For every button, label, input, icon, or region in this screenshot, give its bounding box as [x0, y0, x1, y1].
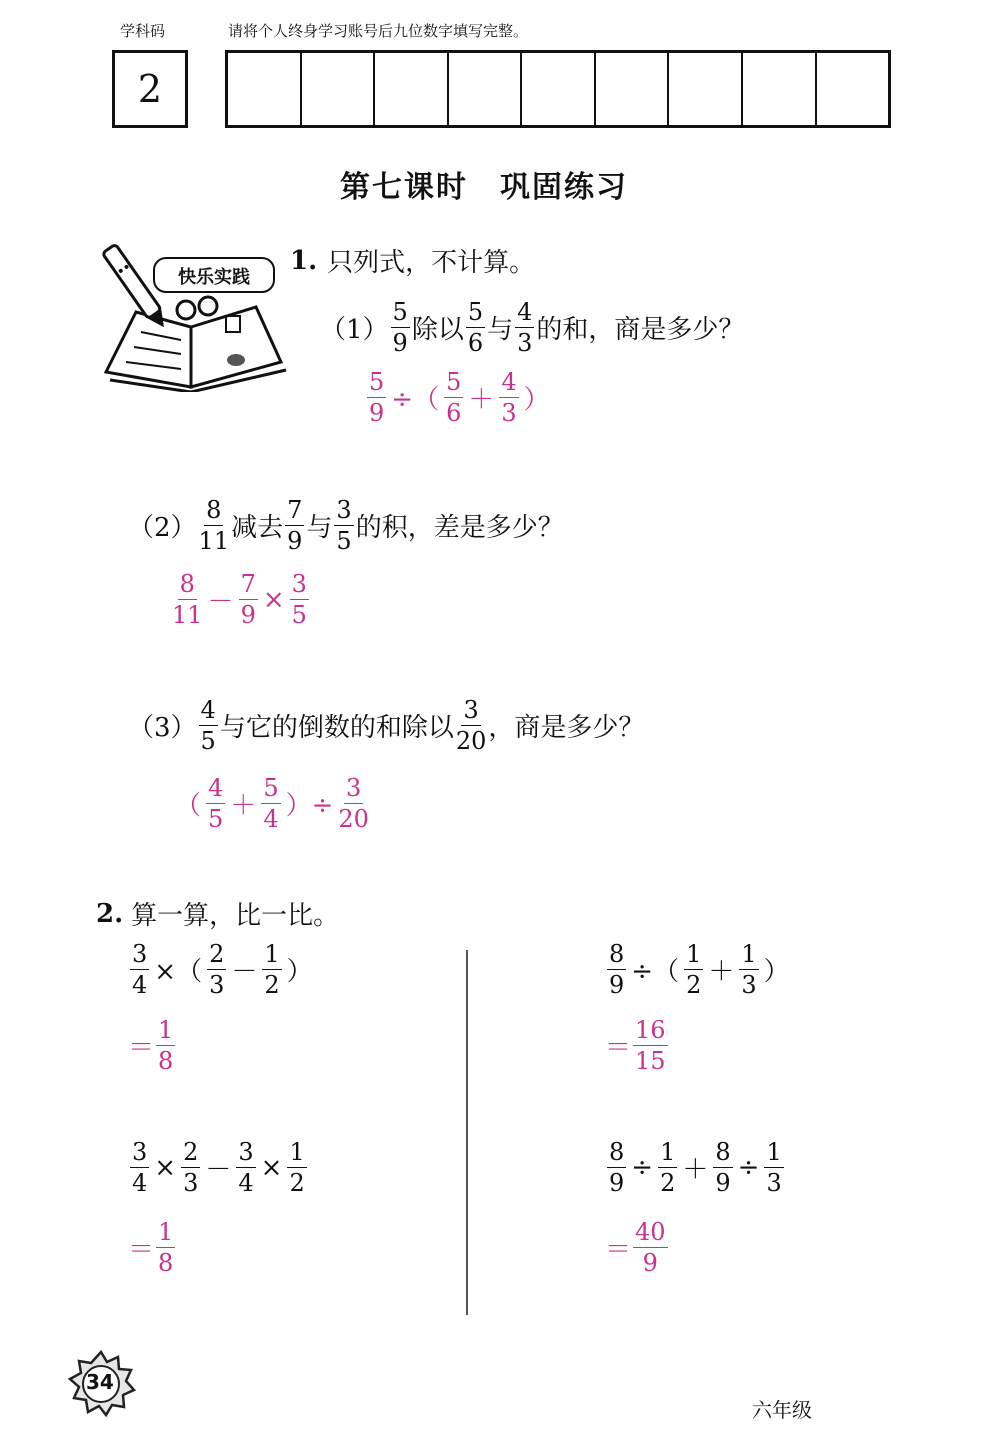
fraction: [236, 1140, 255, 1195]
q-text: 的积，差是多少？: [355, 513, 564, 543]
denominator: 3: [183, 1169, 199, 1197]
numerator: 8: [206, 496, 222, 524]
digit-cell[interactable]: [669, 53, 743, 125]
denominator: 5: [200, 727, 216, 755]
numerator: 3: [346, 774, 362, 802]
subject-code-value: 2: [137, 67, 163, 111]
denominator: 4: [263, 805, 279, 833]
fraction: [290, 572, 309, 627]
denominator: 9: [369, 399, 385, 427]
q2-right-top-expr: [605, 942, 793, 997]
operator: ×: [260, 1152, 283, 1183]
page-number-badge: [66, 1348, 136, 1418]
numerator: 8: [179, 570, 195, 598]
column-divider: [466, 950, 468, 1315]
numerator: 3: [463, 696, 479, 724]
denominator: 6: [446, 399, 462, 427]
digit-cell[interactable]: [743, 53, 817, 125]
denominator: 20: [455, 727, 487, 755]
numerator: 5: [446, 368, 462, 396]
denominator: 2: [660, 1169, 676, 1197]
q2-right-top-result: [605, 1018, 670, 1073]
operator: －: [231, 957, 258, 987]
digit-cell[interactable]: [302, 53, 376, 125]
numerator: 1: [766, 1138, 782, 1166]
denominator: 4: [238, 1169, 254, 1197]
fraction: [367, 370, 386, 425]
numerator: 1: [289, 1138, 305, 1166]
fraction: [499, 370, 518, 425]
q2-text: 算一算，比一比。: [131, 901, 340, 931]
denominator: 9: [287, 527, 303, 555]
badge-label: 快乐实践: [178, 267, 250, 288]
fraction: [658, 1140, 677, 1195]
denominator: 9: [392, 329, 408, 357]
denominator: 5: [291, 601, 307, 629]
subject-code-label: 学科码: [120, 22, 166, 40]
q1-sub1: [320, 300, 744, 355]
numerator: 1: [264, 940, 280, 968]
fraction: [391, 300, 410, 355]
denominator: 3: [766, 1169, 782, 1197]
numerator: 8: [715, 1138, 731, 1166]
denominator: 8: [158, 1249, 174, 1277]
numerator: 16: [635, 1016, 666, 1044]
denominator: 9: [609, 971, 625, 999]
q1-sub2: [128, 498, 564, 553]
fraction: [684, 942, 703, 997]
fraction: [262, 942, 281, 997]
q1-number: 1.: [290, 245, 318, 276]
numerator: 5: [263, 774, 279, 802]
denominator: 2: [289, 1169, 305, 1197]
q2-left-top-expr: [128, 942, 316, 997]
operator: －: [207, 587, 234, 617]
q1-sub3: [128, 698, 644, 753]
sub-number: （3）: [128, 713, 197, 743]
sub-number: （2）: [128, 513, 197, 543]
numerator: 40: [635, 1218, 666, 1246]
fraction: [156, 1018, 175, 1073]
operator: ×: [262, 584, 285, 615]
q1-heading: [290, 242, 535, 279]
operator: ×（: [154, 957, 203, 987]
fraction: [633, 1018, 668, 1073]
equals-sign: ＝: [605, 1033, 632, 1063]
numerator: 1: [686, 940, 702, 968]
lesson-title: 第七课时 巩固练习: [340, 170, 628, 205]
digit-cell[interactable]: [522, 53, 596, 125]
denominator: 3: [209, 971, 225, 999]
q2-left-bottom-expr: [128, 1140, 309, 1195]
numerator: 4: [208, 774, 224, 802]
numerator: 1: [158, 1218, 174, 1246]
operator: （: [175, 791, 202, 821]
numerator: 5: [369, 368, 385, 396]
denominator: 5: [336, 527, 352, 555]
denominator: 8: [158, 1047, 174, 1075]
q1-sub3-answer: [172, 776, 371, 831]
fraction: [338, 776, 369, 831]
equals-sign: ＝: [128, 1033, 155, 1063]
equals-sign: ＝: [128, 1235, 155, 1265]
numerator: 3: [132, 1138, 148, 1166]
operator: ）÷: [285, 791, 334, 821]
numerator: 8: [609, 940, 625, 968]
fraction: [607, 942, 626, 997]
page-number: 34: [86, 1370, 114, 1394]
operator: ＋: [708, 957, 735, 987]
footer-grade: 六年级: [752, 1398, 812, 1422]
q1-text: 只列式，不计算。: [327, 248, 536, 278]
operator: ÷: [631, 1152, 654, 1183]
fraction: [181, 1140, 200, 1195]
equals-sign: ＝: [605, 1235, 632, 1265]
denominator: 3: [517, 329, 533, 357]
operator: ×: [154, 1152, 177, 1183]
fraction: [764, 1140, 783, 1195]
q2-heading: [96, 895, 339, 932]
q-text: 除以: [411, 315, 464, 345]
q-text: ，商是多少？: [488, 713, 645, 743]
fraction: [130, 942, 149, 997]
numerator: 3: [336, 496, 352, 524]
q2-number: 2.: [96, 898, 124, 929]
numerator: 3: [132, 940, 148, 968]
denominator: 15: [635, 1047, 666, 1075]
denominator: 4: [132, 1169, 148, 1197]
denominator: 11: [198, 527, 230, 555]
numerator: 5: [467, 298, 484, 326]
denominator: 9: [240, 601, 256, 629]
numerator: 4: [501, 368, 517, 396]
denominator: 2: [264, 971, 280, 999]
fraction: [285, 498, 304, 553]
fraction: [739, 942, 758, 997]
numerator: 2: [183, 1138, 199, 1166]
numerator: 1: [660, 1138, 676, 1166]
numerator: 7: [240, 570, 256, 598]
fraction: [239, 572, 258, 627]
operator: ＋: [468, 385, 495, 415]
numerator: 4: [517, 298, 533, 326]
q1-sub2-answer: [170, 572, 311, 627]
numerator: 3: [238, 1138, 254, 1166]
denominator: 9: [642, 1249, 658, 1277]
numerator: 1: [158, 1016, 174, 1044]
q1-sub1-answer: [365, 370, 553, 425]
q2-left-top-result: [128, 1018, 177, 1073]
numerator: 3: [291, 570, 307, 598]
fraction: [172, 572, 203, 627]
denominator: 2: [686, 971, 702, 999]
book-illustration: [96, 232, 296, 392]
digit-cell[interactable]: [817, 53, 889, 125]
fraction: [199, 698, 218, 753]
operator: ＋: [682, 1155, 709, 1185]
numerator: 4: [200, 696, 216, 724]
operator: ÷: [737, 1152, 760, 1183]
sub-number: （1）: [320, 315, 389, 345]
open-book-icon: [96, 232, 296, 392]
q2-left-bottom-result: [128, 1220, 177, 1275]
account-instruction: 请将个人终身学习账号后九位数字填写完整。: [228, 22, 529, 40]
fraction: [444, 370, 463, 425]
q-text: 与它的倒数的和除以: [219, 713, 454, 743]
denominator: 9: [715, 1169, 731, 1197]
q2-right-bottom-result: [605, 1220, 670, 1275]
fraction: [633, 1220, 668, 1275]
operator: ＋: [230, 791, 257, 821]
fraction: [466, 300, 485, 355]
q2-right-bottom-expr: [605, 1140, 786, 1195]
denominator: 3: [741, 971, 757, 999]
q-text: 减去: [231, 513, 284, 543]
q-text: 与: [306, 513, 333, 543]
digit-cell[interactable]: [228, 53, 302, 125]
numerator: 1: [741, 940, 757, 968]
operator: ÷（: [631, 957, 680, 987]
fraction: [515, 300, 534, 355]
numerator: 7: [287, 496, 303, 524]
numerator: 5: [392, 298, 408, 326]
fraction: [130, 1140, 149, 1195]
fraction: [713, 1140, 732, 1195]
fraction: [207, 942, 226, 997]
q-text: 的和，商是多少？: [536, 315, 745, 345]
numerator: 8: [609, 1138, 625, 1166]
fraction: [287, 1140, 306, 1195]
fraction: [156, 1220, 175, 1275]
operator: ）: [286, 957, 313, 987]
denominator: 11: [172, 601, 203, 629]
operator: ）: [523, 385, 550, 415]
operator: ）: [763, 957, 790, 987]
denominator: 20: [338, 805, 369, 833]
q-text: 与: [487, 315, 514, 345]
denominator: 5: [208, 805, 224, 833]
digit-cell[interactable]: [449, 53, 523, 125]
fraction: [199, 498, 230, 553]
fraction: [607, 1140, 626, 1195]
numerator: 2: [209, 940, 225, 968]
operator: ÷（: [391, 385, 440, 415]
digit-cell[interactable]: [375, 53, 449, 125]
account-digit-boxes[interactable]: [225, 50, 891, 128]
denominator: 6: [467, 329, 484, 357]
fraction: [206, 776, 225, 831]
denominator: 4: [132, 971, 148, 999]
denominator: 3: [501, 399, 517, 427]
digit-cell[interactable]: [596, 53, 670, 125]
denominator: 9: [609, 1169, 625, 1197]
fraction: [334, 498, 353, 553]
operator: －: [205, 1155, 232, 1185]
subject-code-box: [112, 50, 188, 128]
fraction: [261, 776, 280, 831]
fraction: [456, 698, 487, 753]
